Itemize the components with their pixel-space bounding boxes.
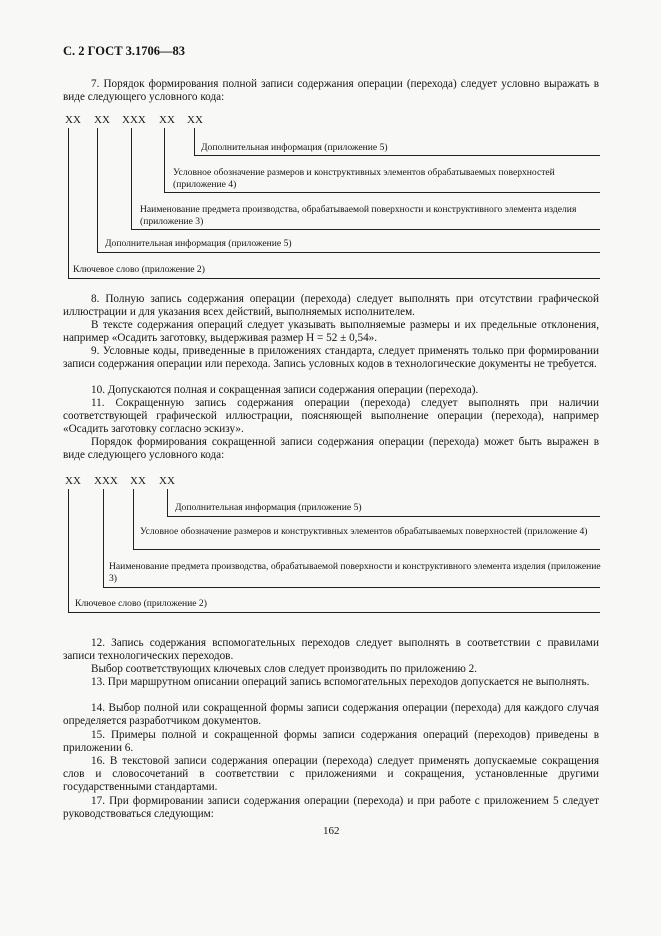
page-number: 162 bbox=[323, 825, 340, 837]
label-keyword: Ключевое слово (приложение 2) bbox=[73, 264, 205, 275]
leader-line bbox=[103, 587, 600, 588]
leader-line bbox=[167, 489, 168, 516]
leader-line bbox=[68, 128, 69, 278]
paragraph-8b: В тексте содержания операций следует указывать выполняемые размеры и их предельные отклонения, например «Осадить заготовку, выдерживая размер H = 52 ± 0,54». bbox=[63, 319, 599, 345]
paragraph-12b: Выбор соответствующих ключевых слов следует производить по приложению 2. bbox=[91, 663, 477, 675]
label-dimensions: Условное обозначение размеров и конструктивных элементов обрабатываемых поверхностей (приложение 4) bbox=[140, 526, 588, 537]
code-segment: XX bbox=[187, 114, 203, 126]
code-segment: XX bbox=[159, 475, 175, 487]
paragraph-9: 9. Условные коды, приведенные в приложениях стандарта, следует применять только при формировании записи содержания операции или перехода. Запись условных кодов в технологические документы не требуется. bbox=[63, 345, 599, 371]
label-object-name: Наименование предмета производства, обрабатываемой поверхности и конструктивного элемента изделия (приложение 3) bbox=[140, 204, 577, 227]
leader-line bbox=[131, 128, 132, 229]
leader-line bbox=[97, 128, 98, 252]
code-segment: XX bbox=[65, 475, 81, 487]
paragraph-11b: Порядок формирования сокращенной записи содержания операции (перехода) может быть выражен в виде следующего условного кода: bbox=[63, 436, 599, 462]
page-header: С. 2 ГОСТ 3.1706—83 bbox=[63, 44, 186, 58]
leader-line bbox=[164, 128, 165, 192]
label-object-name: Наименование предмета производства, обрабатываемой поверхности и конструктивного элемента изделия (приложение 3) bbox=[109, 561, 601, 584]
label-additional-info: Дополнительная информация (приложение 5) bbox=[201, 142, 388, 153]
label-additional-info: Дополнительная информация (приложение 5) bbox=[105, 238, 292, 249]
leader-line bbox=[103, 489, 104, 587]
code-segment: XX bbox=[159, 114, 175, 126]
paragraph-10: 10. Допускаются полная и сокращенная записи содержания операции (перехода). bbox=[91, 384, 479, 396]
paragraph-12: 12. Запись содержания вспомогательных переходов следует выполнять в соответствии с правилами записи технологических переходов. bbox=[63, 637, 599, 663]
leader-line bbox=[131, 229, 600, 230]
label-dimensions: Условное обозначение размеров и конструктивных элементов обрабатываемых поверхностей (приложение 4) bbox=[173, 167, 555, 190]
code-segment: XX bbox=[94, 114, 110, 126]
leader-line bbox=[68, 278, 600, 279]
paragraph-11: 11. Сокращенную запись содержания операции (перехода) следует выполнять при наличии соответствующей графической иллюстрации, поясняющей выполнение операции (перехода), например «Осадить заготовку согласно эскизу». bbox=[63, 397, 599, 436]
leader-line bbox=[194, 155, 600, 156]
leader-line bbox=[133, 489, 134, 549]
leader-line bbox=[68, 612, 600, 613]
leader-line bbox=[194, 128, 195, 155]
paragraph-16: 16. В текстовой записи содержания операции (перехода) следует применять допускаемые сокращения слов и словосочетаний в соответствии с приложениями и сокращения, установленные другими государственными стандартами. bbox=[63, 755, 599, 794]
paragraph-13: 13. При маршрутном описании операций запись вспомогательных переходов допускается не выполнять. bbox=[91, 676, 590, 688]
paragraph-7: 7. Порядок формирования полной записи содержания операции (перехода) следует условно выражать в виде следующего условного кода: bbox=[63, 78, 599, 104]
paragraph-8: 8. Полную запись содержания операции (перехода) следует выполнять при отсутствии графической иллюстрации и для указания всех действий, выполняемых исполнителем. bbox=[63, 293, 599, 319]
leader-line bbox=[97, 252, 600, 253]
label-keyword: Ключевое слово (приложение 2) bbox=[75, 598, 207, 609]
code-segment: XX bbox=[65, 114, 81, 126]
leader-line bbox=[164, 192, 600, 193]
code-segment: XXX bbox=[122, 114, 146, 126]
code-segment: XXX bbox=[94, 475, 118, 487]
leader-line bbox=[167, 516, 600, 517]
paragraph-15: 15. Примеры полной и сокращенной формы записи содержания операций (переходов) приведены в приложении 6. bbox=[63, 729, 599, 755]
paragraph-14: 14. Выбор полной или сокращенной формы записи содержания операции (перехода) для каждого случая определяется разработчиком документов. bbox=[63, 702, 599, 728]
code-segment: XX bbox=[130, 475, 146, 487]
leader-line bbox=[68, 489, 69, 612]
label-additional-info: Дополнительная информация (приложение 5) bbox=[175, 502, 362, 513]
paragraph-17: 17. При формировании записи содержания операции (перехода) и при работе с приложением 5 следует руководствоваться следующим: bbox=[63, 795, 599, 821]
leader-line bbox=[133, 549, 600, 550]
